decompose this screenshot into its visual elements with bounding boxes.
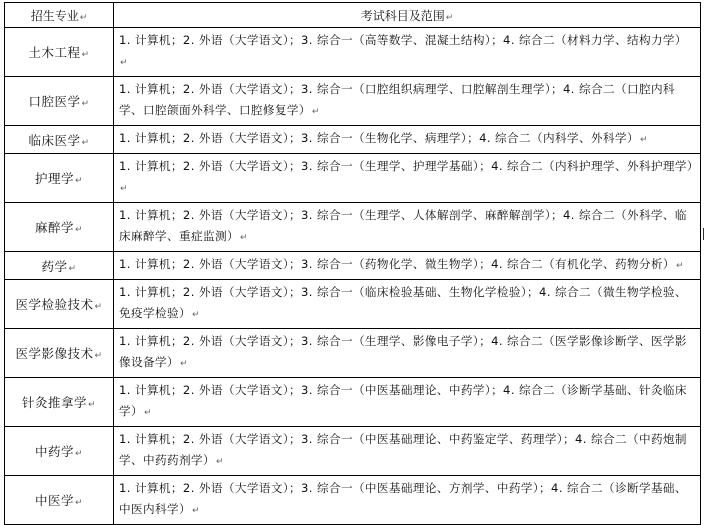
subjects-cell: 1. 计算机；2. 外语（大学语文）；3. 综合一（高等数学、混凝土结构）；4. 综合二（材料力学、结构力学）↵: [114, 28, 701, 77]
header-major: 招生专业↵: [5, 3, 114, 28]
major-cell: 中药学↵: [5, 427, 114, 476]
table-row: [5, 77, 701, 126]
subjects-cell: 1. 计算机；2. 外语（大学语文）；3. 综合一（生理学、人体解剖学、麻醉解剖学）；4. 综合二（外科学、临床麻醉学、重症监测）↵: [114, 203, 701, 252]
subjects-cell: 1. 计算机；2. 外语（大学语文）；3. 综合一（药物化学、微生物学）；4. 综合二（有机化学、药物分析）↵: [114, 252, 701, 280]
major-cell: 口腔医学↵: [5, 77, 114, 126]
exam-subjects-table: [4, 2, 701, 525]
subjects-cell: 1. 计算机；2. 外语（大学语文）；3. 综合一（临床检验基础、生物化学检验）；4. 综合二（微生物学检验、免疫学检验）↵: [114, 280, 701, 329]
major-cell: 护理学↵: [5, 154, 114, 203]
table-row: [5, 329, 701, 378]
subjects-cell: 1. 计算机；2. 外语（大学语文）；3. 综合一（口腔组织病理学、口腔解剖生理学）；4. 综合二（口腔内科学、口腔颌面外科学、口腔修复学）↵: [114, 77, 701, 126]
subjects-cell: 1. 计算机；2. 外语（大学语文）；3. 综合一（生理学、影像电子学）；4. 综合二（医学影像诊断学、医学影像设备学）↵: [114, 329, 701, 378]
major-cell: 麻醉学↵: [5, 203, 114, 252]
subjects-cell: 1. 计算机；2. 外语（大学语文）；3. 综合一（生物化学、病理学）；4. 综合二（内科学、外科学）↵: [114, 126, 701, 154]
major-cell: 土木工程↵: [5, 28, 114, 77]
table-row: [5, 154, 701, 203]
major-cell: 医学检验技术↵: [5, 280, 114, 329]
subjects-cell: 1. 计算机；2. 外语（大学语文）；3. 综合一（中医基础理论、中药鉴定学、药理学）；4. 综合二（中药炮制学、中药药剂学）↵: [114, 427, 701, 476]
header-subjects: 考试科目及范围↵: [114, 3, 701, 28]
major-cell: 医学影像技术↵: [5, 329, 114, 378]
subjects-cell: 1. 计算机；2. 外语（大学语文）；3. 综合一（中医基础理论、中药学）；4. 综合二（诊断学基础、针灸临床学）↵: [114, 378, 701, 427]
table-row: [5, 126, 701, 154]
subjects-cell: 1. 计算机；2. 外语（大学语文）；3. 综合一（生理学、护理学基础）；4. 综合二（内科护理学、外科护理学）↵: [114, 154, 701, 203]
table-row: [5, 252, 701, 280]
header-row: [5, 3, 701, 28]
table-row: [5, 476, 701, 525]
major-cell: 临床医学↵: [5, 126, 114, 154]
major-cell: 针灸推拿学↵: [5, 378, 114, 427]
table-row: [5, 427, 701, 476]
major-cell: 中医学↵: [5, 476, 114, 525]
table-row: [5, 280, 701, 329]
major-cell: 药学↵: [5, 252, 114, 280]
table-row: [5, 378, 701, 427]
table-row: [5, 28, 701, 77]
table-row: [5, 203, 701, 252]
subjects-cell: 1. 计算机；2. 外语（大学语文）；3. 综合一（中医基础理论、方剂学、中药学）；4. 综合二（诊断学基础、中医内科学）↵: [114, 476, 701, 525]
